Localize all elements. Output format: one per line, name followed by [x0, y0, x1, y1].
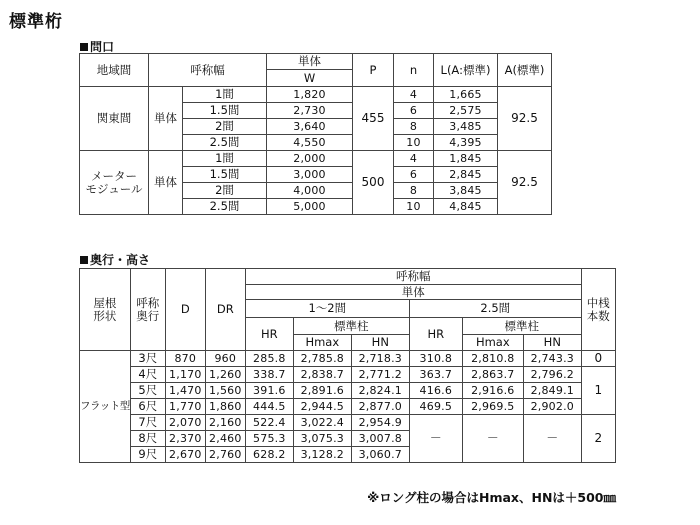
size-cell: 8尺: [130, 431, 165, 447]
dr-cell: 1,260: [205, 367, 245, 383]
size-cell: 2間: [183, 183, 267, 199]
size-cell: 7尺: [130, 415, 165, 431]
hr-cell: 363.7: [409, 367, 462, 383]
table-row: [80, 351, 616, 367]
hn-cell: 2,771.2: [351, 367, 409, 383]
size-cell: 1間: [183, 87, 267, 103]
table-row: [80, 87, 552, 103]
size-cell: 5尺: [130, 383, 165, 399]
n-cell: 4: [394, 151, 434, 167]
size-cell: 1.5間: [183, 167, 267, 183]
hr-cell: 338.7: [245, 367, 293, 383]
region-line: メーター: [91, 168, 137, 183]
l-cell: 1,845: [434, 151, 498, 167]
dr-cell: 960: [205, 351, 245, 367]
hr-cell: 285.8: [245, 351, 293, 367]
n-cell: 10: [394, 135, 434, 151]
hmax-cell: 3,022.4: [293, 415, 351, 431]
footnote: ※ロング柱の場合はHmax、HNは＋500㎜: [367, 490, 616, 505]
d-cell: 2,670: [165, 447, 205, 463]
w-cell: 3,640: [267, 119, 353, 135]
dr-cell: 2,460: [205, 431, 245, 447]
hn-cell: 2,718.3: [351, 351, 409, 367]
header-d: D: [165, 269, 205, 351]
table-row: [80, 151, 552, 167]
size-cell: 6尺: [130, 399, 165, 415]
l-cell: 2,575: [434, 103, 498, 119]
l-cell: 3,485: [434, 119, 498, 135]
depth-table: [79, 268, 616, 463]
hn-cell: 2,743.3: [523, 351, 581, 367]
hmax-cell: 2,916.6: [462, 383, 523, 399]
header-post: 標準柱: [462, 318, 581, 335]
page-title: 標準桁: [9, 12, 63, 32]
hn-cell: 2,902.0: [523, 399, 581, 415]
hmax-cell: 3,128.2: [293, 447, 351, 463]
a-cell: 92.5: [498, 151, 552, 215]
table-row: [80, 415, 616, 431]
region-cell: 関東間: [80, 87, 149, 151]
l-cell: 1,665: [434, 87, 498, 103]
header-n: n: [394, 54, 434, 87]
d-cell: 2,370: [165, 431, 205, 447]
region-cell: [80, 151, 149, 215]
l-cell: 3,845: [434, 183, 498, 199]
hn-cell: 2,877.0: [351, 399, 409, 415]
hn-cell: 3,060.7: [351, 447, 409, 463]
w-cell: 4,000: [267, 183, 353, 199]
header-span2: 2.5間: [409, 300, 581, 318]
size-cell: 4尺: [130, 367, 165, 383]
p-cell: 455: [353, 87, 394, 151]
kind-cell: 単体: [149, 151, 183, 215]
dash-cell: －: [523, 415, 581, 463]
w-cell: 1,820: [267, 87, 353, 103]
hr-cell: 469.5: [409, 399, 462, 415]
hmax-cell: 2,785.8: [293, 351, 351, 367]
hn-cell: 2,849.1: [523, 383, 581, 399]
header-post: 標準柱: [293, 318, 409, 335]
hmax-cell: 2,810.8: [462, 351, 523, 367]
dr-cell: 2,160: [205, 415, 245, 431]
dr-cell: 1,860: [205, 399, 245, 415]
n-cell: 6: [394, 103, 434, 119]
header-depth: 呼称 奥行: [130, 269, 165, 351]
header-a: A(標準): [498, 54, 552, 87]
square-bullet-icon: [80, 43, 88, 51]
n-cell: 4: [394, 87, 434, 103]
hmax-cell: 2,891.6: [293, 383, 351, 399]
n-cell: 8: [394, 183, 434, 199]
header-w: W: [267, 70, 353, 87]
region-line: モジュール: [85, 181, 143, 196]
hmax-cell: 3,075.3: [293, 431, 351, 447]
w-cell: 5,000: [267, 199, 353, 215]
hn-cell: 3,007.8: [351, 431, 409, 447]
header-roof: 屋根 形状: [80, 269, 131, 351]
n-cell: 6: [394, 167, 434, 183]
frontage-table: [79, 53, 552, 215]
header-hr: HR: [245, 318, 293, 351]
d-cell: 1,770: [165, 399, 205, 415]
hmax-cell: 2,969.5: [462, 399, 523, 415]
d-cell: 1,170: [165, 367, 205, 383]
hr-cell: 575.3: [245, 431, 293, 447]
n-cell: 10: [394, 199, 434, 215]
header-region: 地域間: [80, 54, 149, 87]
size-cell: 9尺: [130, 447, 165, 463]
header-hr: HR: [409, 318, 462, 351]
hr-cell: 444.5: [245, 399, 293, 415]
size-cell: 3尺: [130, 351, 165, 367]
hn-cell: 2,796.2: [523, 367, 581, 383]
header-hn: HN: [351, 335, 409, 351]
hmax-cell: 2,863.7: [462, 367, 523, 383]
hr-cell: 522.4: [245, 415, 293, 431]
d-cell: 2,070: [165, 415, 205, 431]
depth-heading: 奥行・高さ: [80, 251, 150, 268]
d-cell: 1,470: [165, 383, 205, 399]
size-cell: 1間: [183, 151, 267, 167]
dr-cell: 2,760: [205, 447, 245, 463]
table-row: [80, 383, 616, 399]
header-l: L(A:標準): [434, 54, 498, 87]
hr-cell: 416.6: [409, 383, 462, 399]
w-cell: 2,000: [267, 151, 353, 167]
dash-cell: －: [462, 415, 523, 463]
table-row: [80, 367, 616, 383]
hmax-cell: 2,838.7: [293, 367, 351, 383]
table-row: [80, 399, 616, 415]
size-cell: 2間: [183, 119, 267, 135]
dr-cell: 1,560: [205, 383, 245, 399]
a-cell: 92.5: [498, 87, 552, 151]
header-nominal: 呼称幅: [149, 54, 267, 87]
frontage-heading: 問口: [80, 38, 114, 55]
w-cell: 4,550: [267, 135, 353, 151]
header-hmax: Hmax: [293, 335, 351, 351]
p-cell: 500: [353, 151, 394, 215]
mid-count-cell: 0: [581, 351, 615, 367]
roof-cell: フラット型: [80, 351, 131, 463]
hn-cell: 2,954.9: [351, 415, 409, 431]
size-cell: 2.5間: [183, 199, 267, 215]
header-mid: 中桟 本数: [581, 269, 615, 351]
n-cell: 8: [394, 119, 434, 135]
l-cell: 2,845: [434, 167, 498, 183]
kind-cell: 単体: [149, 87, 183, 151]
hn-cell: 2,824.1: [351, 383, 409, 399]
header-unit: 単体: [245, 285, 581, 300]
d-cell: 870: [165, 351, 205, 367]
l-cell: 4,845: [434, 199, 498, 215]
mid-count-cell: 2: [581, 415, 615, 463]
w-cell: 2,730: [267, 103, 353, 119]
square-bullet-icon: [80, 256, 88, 264]
header-p: P: [353, 54, 394, 87]
header-hmax: Hmax: [462, 335, 523, 351]
header-unit: 単体: [267, 54, 353, 70]
mid-count-cell: 1: [581, 367, 615, 415]
hr-cell: 391.6: [245, 383, 293, 399]
header-hn: HN: [523, 335, 581, 351]
hr-cell: 628.2: [245, 447, 293, 463]
l-cell: 4,395: [434, 135, 498, 151]
w-cell: 3,000: [267, 167, 353, 183]
size-cell: 2.5間: [183, 135, 267, 151]
header-nominal: 呼称幅: [245, 269, 581, 285]
hmax-cell: 2,944.5: [293, 399, 351, 415]
header-dr: DR: [205, 269, 245, 351]
hr-cell: 310.8: [409, 351, 462, 367]
header-span1: 1～2間: [245, 300, 409, 318]
dash-cell: －: [409, 415, 462, 463]
size-cell: 1.5間: [183, 103, 267, 119]
